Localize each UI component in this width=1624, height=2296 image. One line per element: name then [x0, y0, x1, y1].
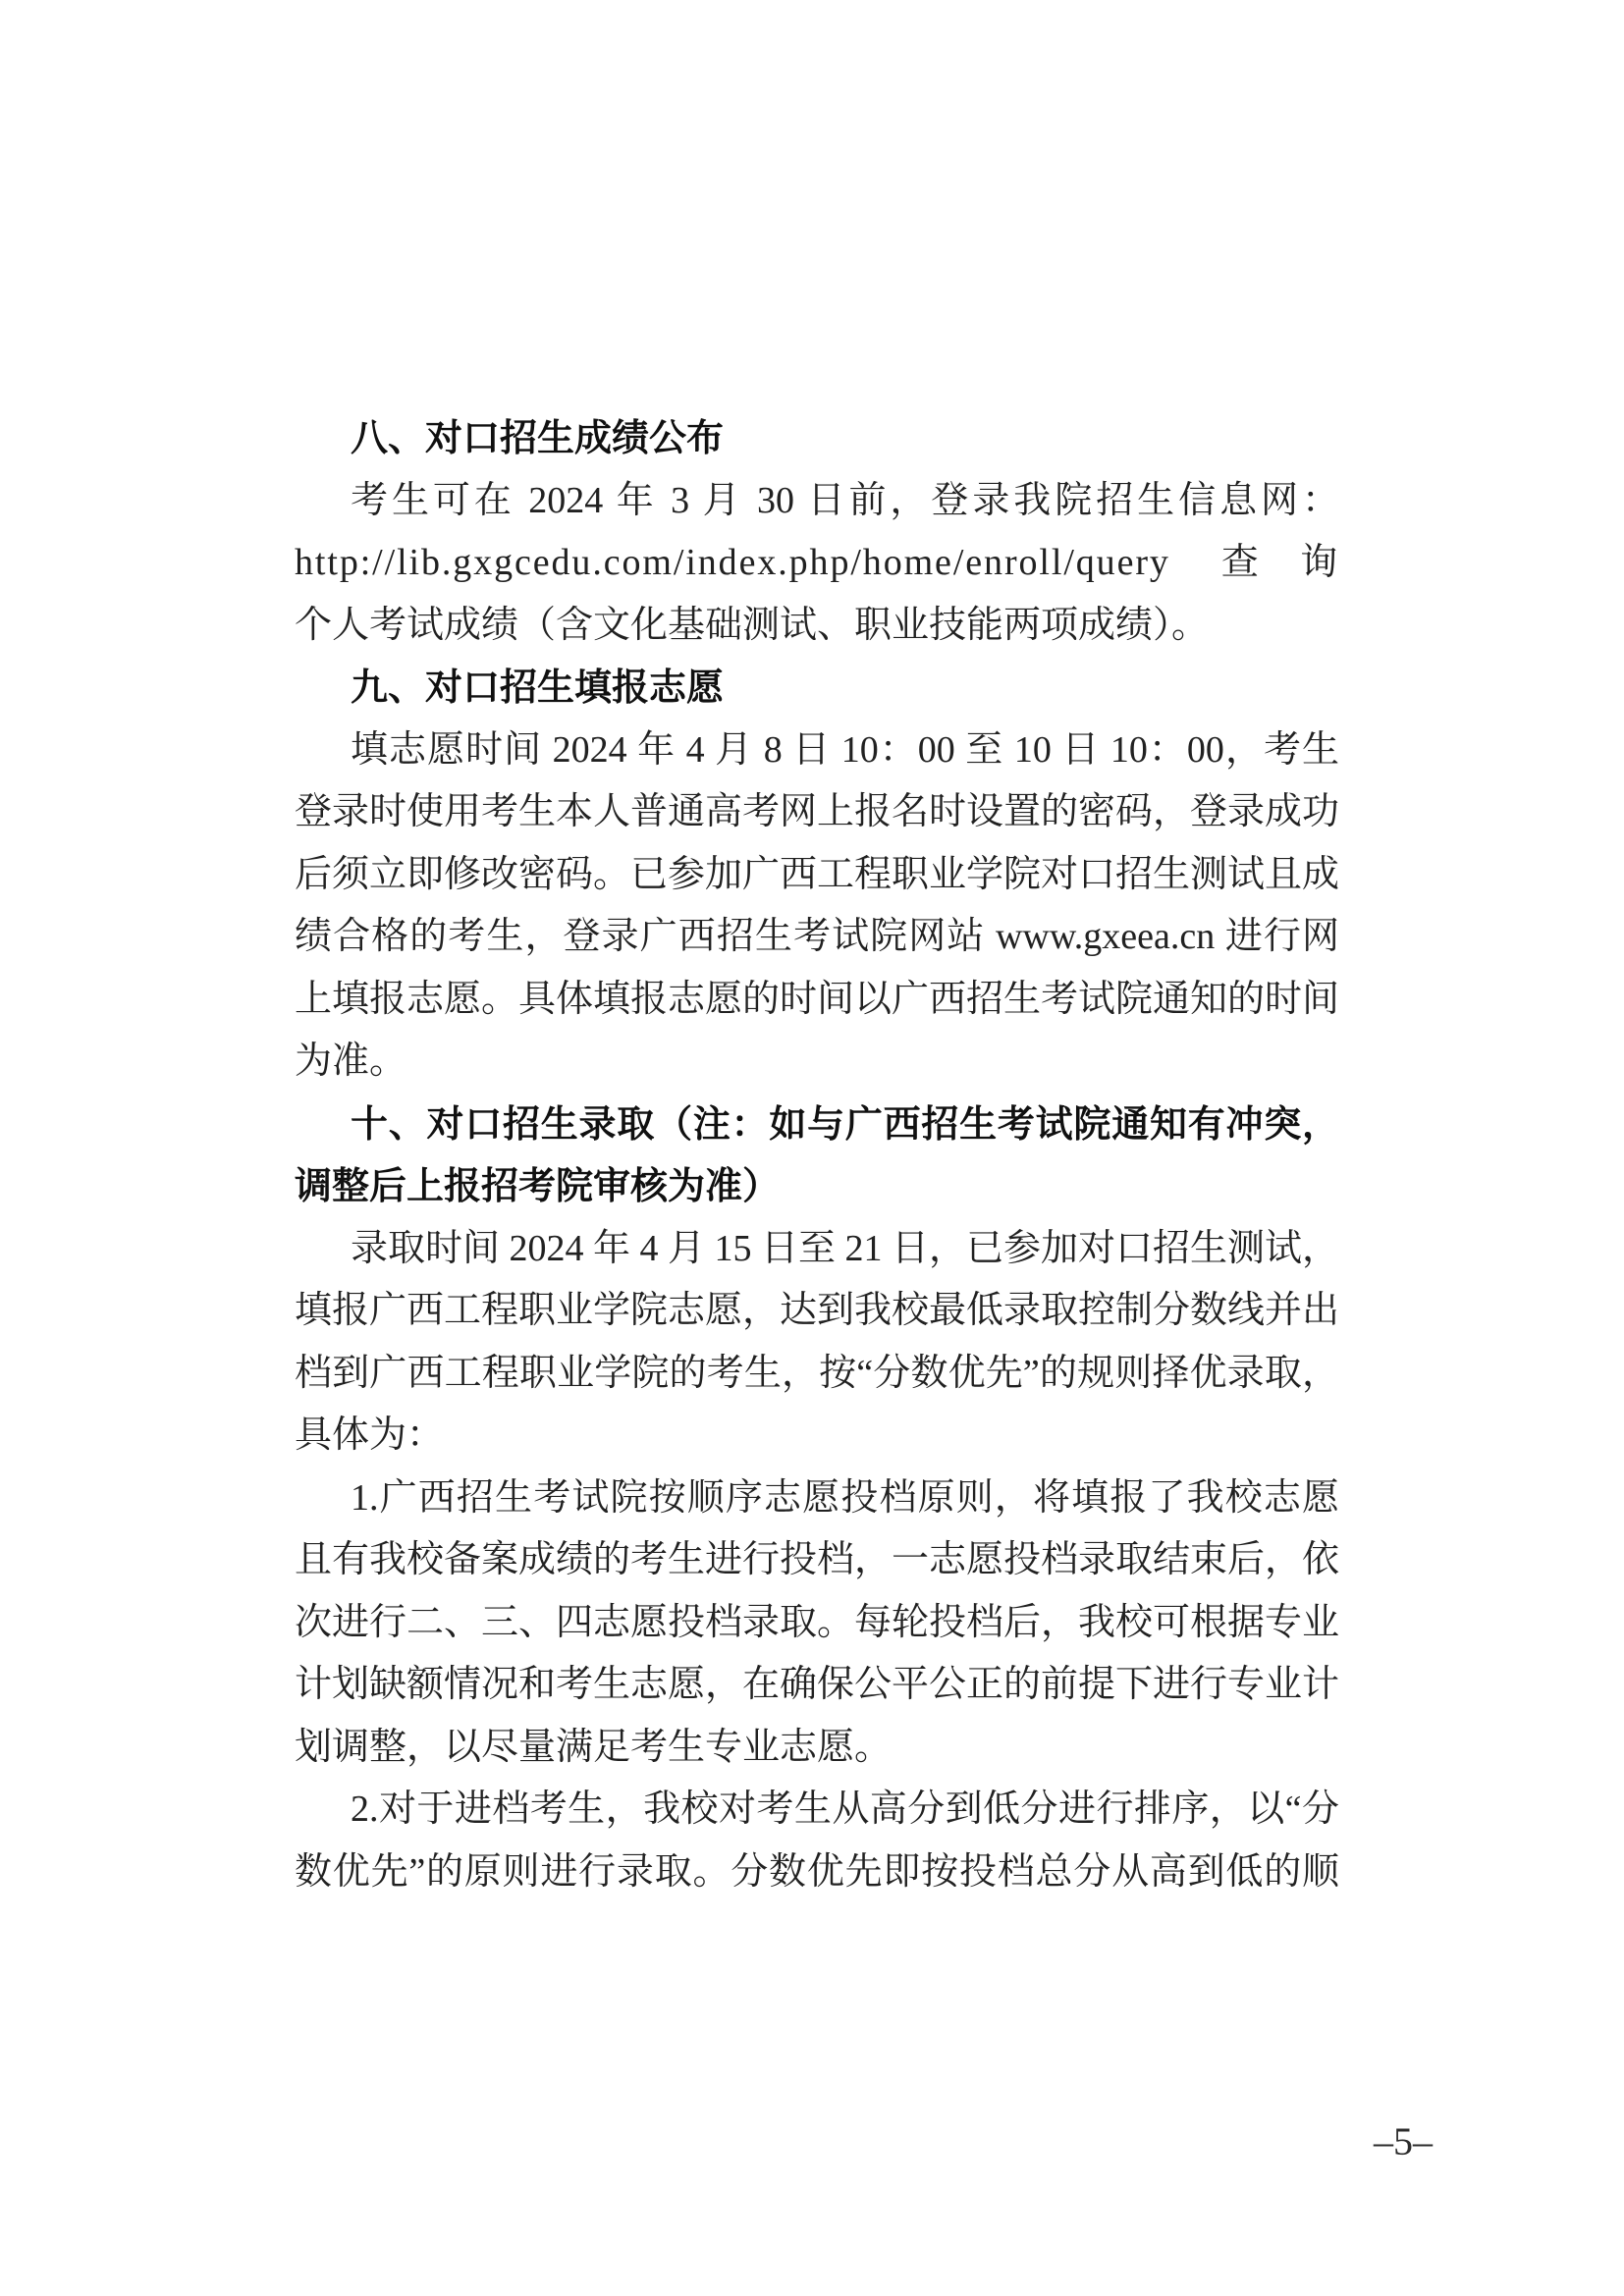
section-8-heading: 八、对口招生成绩公布	[351, 416, 725, 459]
paragraph-line: 填报广西工程职业学院志愿，达到我校最低录取控制分数线并出	[295, 1290, 1339, 1331]
list-item-1-line: 划调整，以尽量满足考生专业志愿。	[295, 1726, 893, 1768]
list-item-1-line: 次进行二、三、四志愿投档录取。每轮投档后，我校可根据专业	[295, 1601, 1339, 1643]
list-item-1-line: 且有我校备案成绩的考生进行投档，一志愿投档录取结束后，依	[295, 1539, 1339, 1580]
list-item-2-line: 数优先”的原则进行录取。分数优先即按投档总分从高到低的顺	[295, 1850, 1339, 1893]
list-item-2-line: 2.对于进档考生，我校对考生从高分到低分进行排序，以“分	[351, 1789, 1339, 1830]
section-8	[295, 407, 1339, 657]
section-10	[295, 1094, 1339, 1904]
paragraph-line: 绩合格的考生，登录广西招生考试院网站 www.gxeea.cn 进行网	[295, 916, 1339, 957]
paragraph-line: 登录时使用考生本人普通高考网上报名时设置的密码，登录成功	[295, 791, 1339, 832]
paragraph-line: 上填报志愿。具体填报志愿的时间以广西招生考试院通知的时间	[295, 978, 1339, 1020]
paragraph-line: 档到广西工程职业学院的考生，按“分数优先”的规则择优录取，	[295, 1352, 1339, 1394]
paragraph-line: 为准。	[295, 1041, 407, 1082]
paragraph-line: 填志愿时间 2024 年 4 月 8 日 10：00 至 10 日 10：00，考生	[351, 728, 1339, 771]
section-9-heading: 九、对口招生填报志愿	[351, 666, 725, 709]
section-10-heading-continued: 调整后上报招考院审核为准）	[295, 1164, 781, 1207]
paragraph-line-url: http://lib.gxgcedu.com/index.php/home/enroll/query 查询	[295, 542, 1339, 583]
list-item-1-line: 1.广西招生考试院按顺序志愿投档原则，将填报了我校志愿	[351, 1476, 1339, 1519]
paragraph-line: 个人考试成绩（含文化基础测试、职业技能两项成绩）。	[295, 604, 1210, 646]
paragraph-line: 考生可在 2024 年 3 月 30 日前，登录我院招生信息网：	[351, 479, 1339, 521]
paragraph-line: 具体为：	[295, 1415, 445, 1456]
section-9	[295, 657, 1339, 1094]
page-number: –5–	[1374, 2119, 1433, 2163]
document-body	[295, 407, 1339, 1903]
paragraph-line: 后须立即修改密码。已参加广西工程职业学院对口招生测试且成	[295, 853, 1339, 895]
section-10-heading: 十、对口招生录取（注：如与广西招生考试院通知有冲突，	[351, 1101, 1339, 1146]
list-item-1-line: 计划缺额情况和考生志愿，在确保公平公正的前提下进行专业计	[295, 1664, 1339, 1705]
paragraph-line: 录取时间 2024 年 4 月 15 日至 21 日，已参加对口招生测试，	[351, 1227, 1339, 1269]
